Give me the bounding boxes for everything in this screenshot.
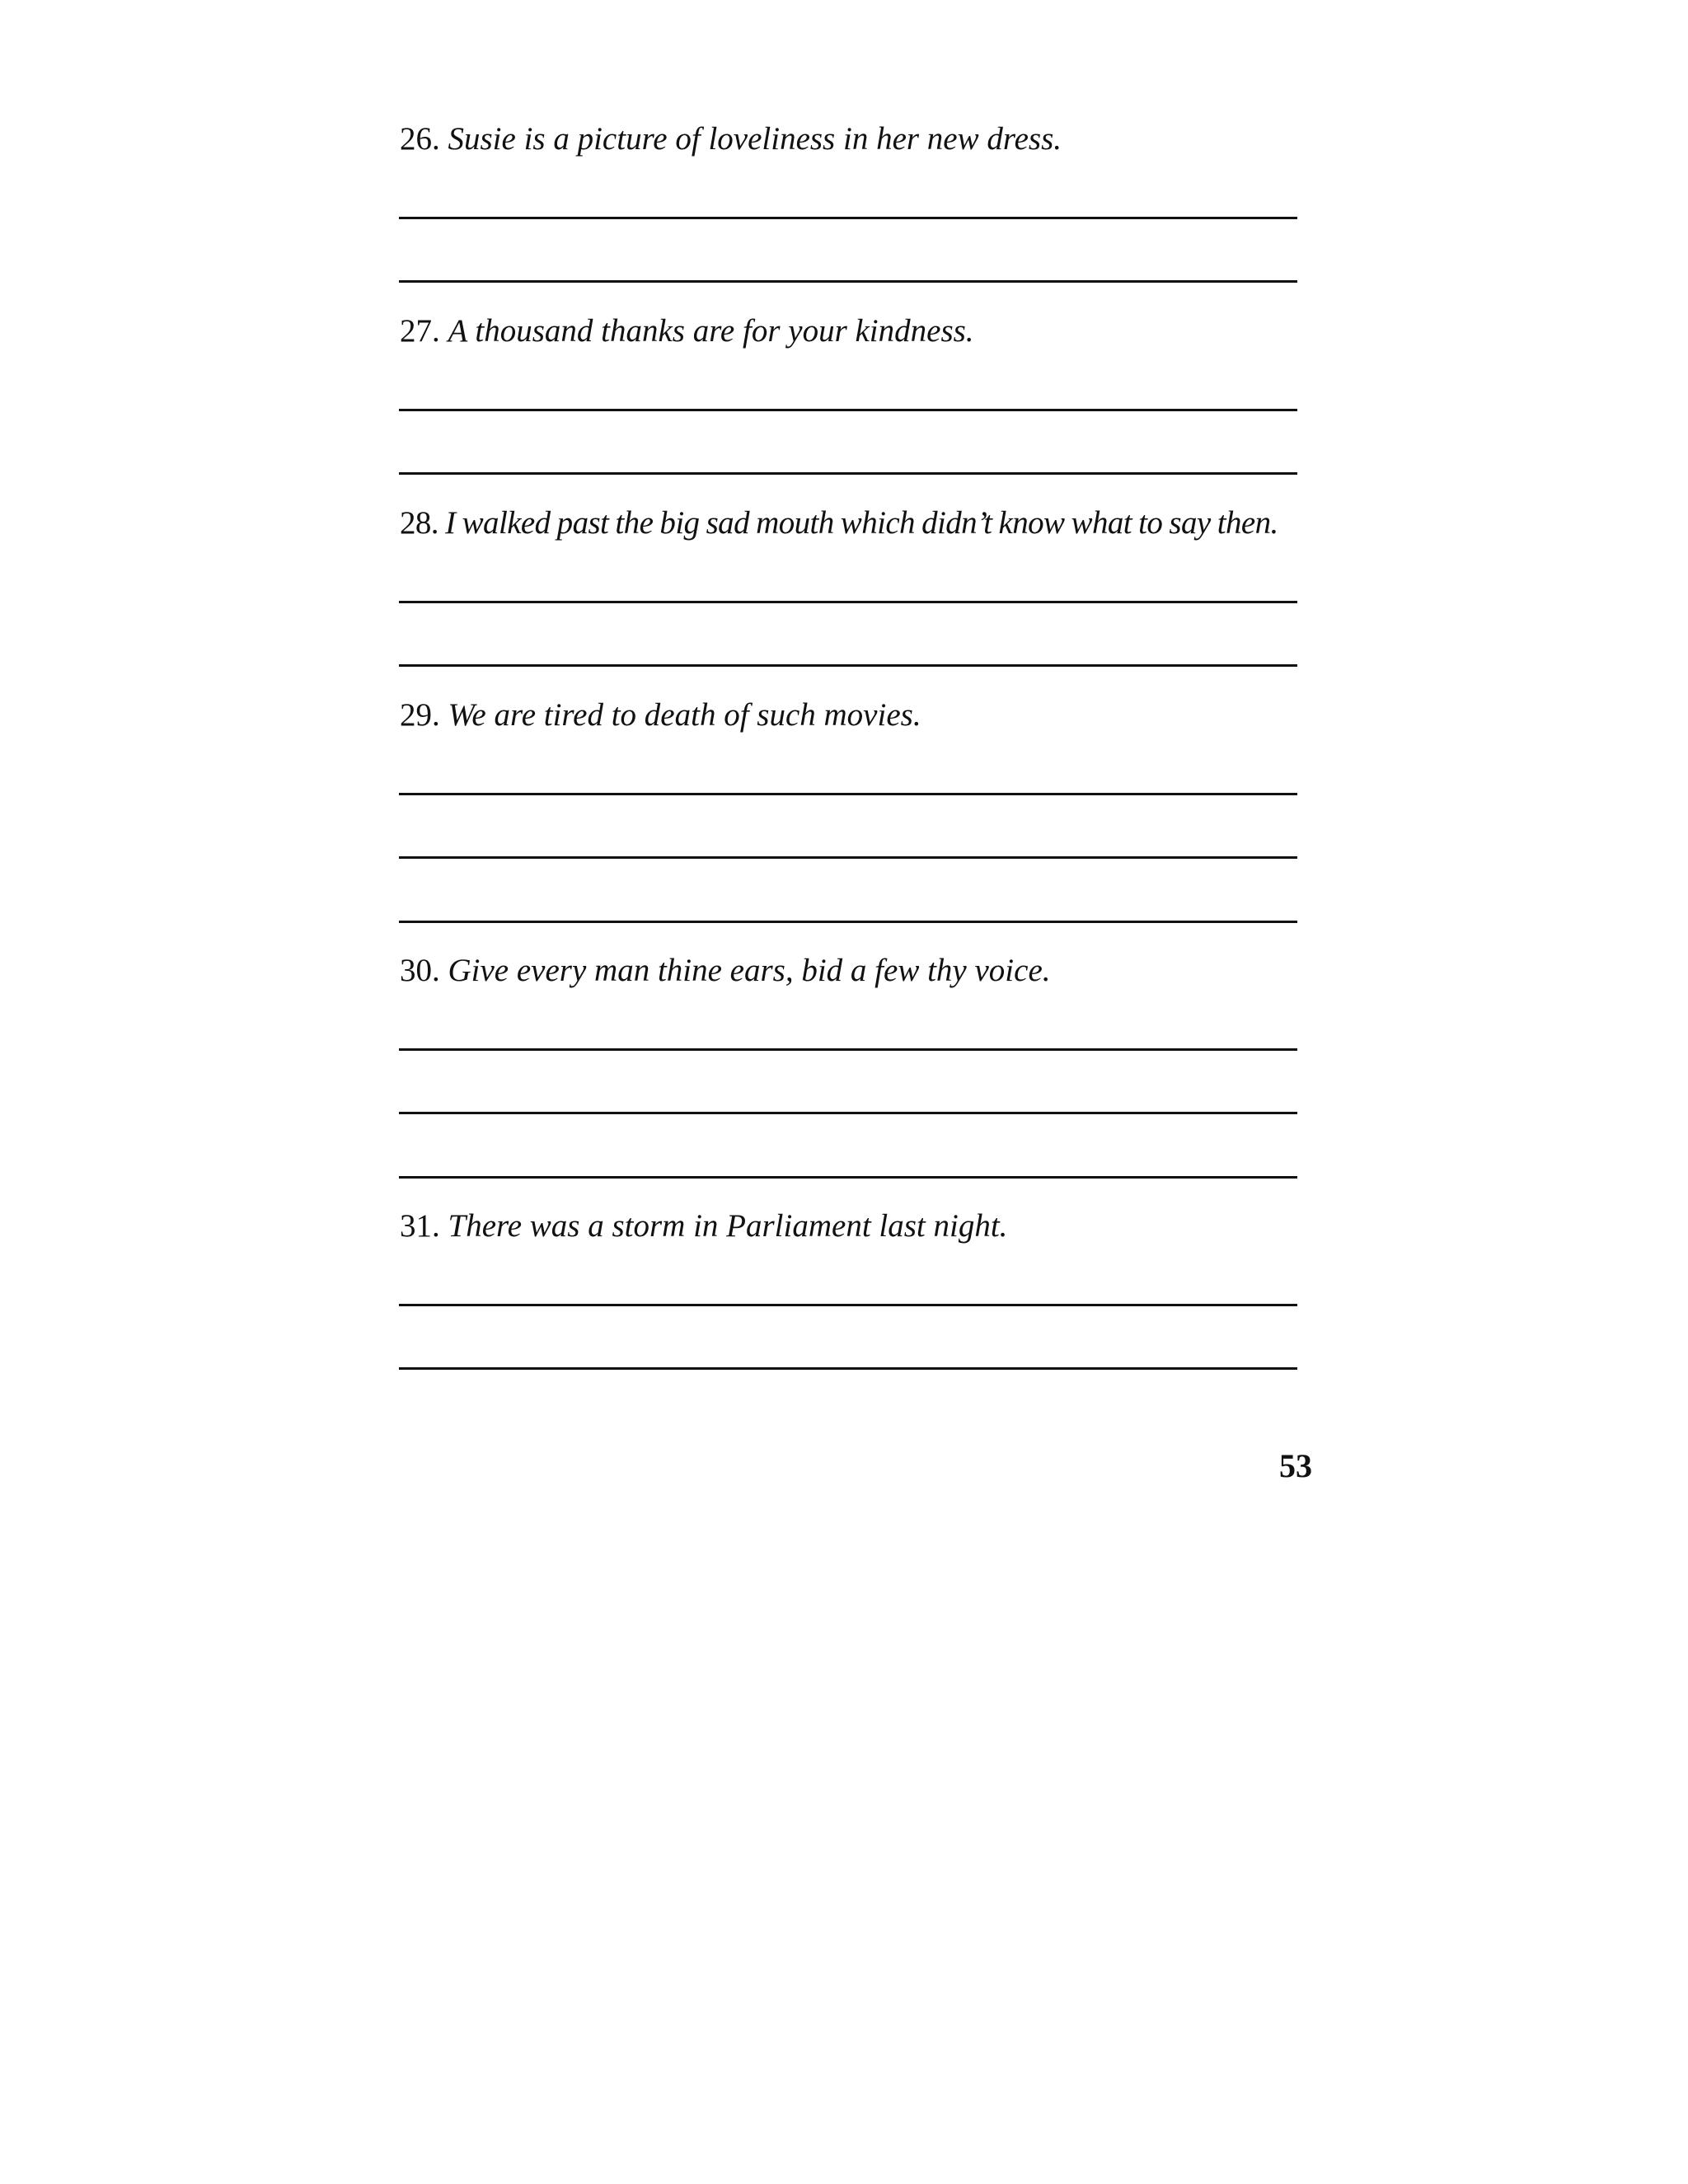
exercise-number: 29. bbox=[400, 697, 440, 733]
page-number: 53 bbox=[1279, 1447, 1312, 1484]
answer-line[interactable] bbox=[399, 280, 1297, 283]
answer-line[interactable] bbox=[399, 1304, 1297, 1306]
answer-line[interactable] bbox=[399, 664, 1297, 667]
exercise-number: 26. bbox=[400, 121, 440, 157]
exercise-sentence: Give every man thine ears, bid a few thy voice. bbox=[448, 953, 1051, 988]
answer-line[interactable] bbox=[399, 217, 1297, 219]
exercise-sentence: There was a storm in Parliament last night. bbox=[448, 1208, 1008, 1244]
answer-line[interactable] bbox=[399, 1112, 1297, 1114]
answer-line[interactable] bbox=[399, 472, 1297, 475]
answer-line[interactable] bbox=[399, 793, 1297, 795]
answer-line[interactable] bbox=[399, 1176, 1297, 1179]
answer-line[interactable] bbox=[399, 921, 1297, 923]
answer-line[interactable] bbox=[399, 856, 1297, 859]
exercise-sentence: I walked past the big sad mouth which didn’t know what to say then. bbox=[445, 505, 1278, 541]
exercise-sentence: Susie is a picture of loveliness in her new dress. bbox=[448, 121, 1062, 157]
answer-line[interactable] bbox=[399, 1367, 1297, 1370]
exercise-prompt bbox=[400, 504, 1278, 543]
exercise-number: 31. bbox=[400, 1208, 440, 1244]
exercise-prompt bbox=[400, 312, 974, 351]
exercise-sentence: We are tired to death of such movies. bbox=[448, 697, 921, 733]
exercise-prompt bbox=[400, 951, 1051, 991]
answer-line[interactable] bbox=[399, 409, 1297, 411]
exercise-prompt bbox=[400, 696, 921, 735]
exercise-number: 30. bbox=[400, 953, 440, 988]
exercise-sentence: A thousand thanks are for your kindness. bbox=[448, 313, 974, 349]
exercise-number: 28. bbox=[400, 505, 438, 541]
answer-line[interactable] bbox=[399, 1048, 1297, 1051]
exercise-prompt bbox=[400, 1207, 1007, 1246]
exercise-number: 27. bbox=[400, 313, 440, 349]
exercise-prompt bbox=[400, 120, 1062, 159]
answer-line[interactable] bbox=[399, 601, 1297, 603]
